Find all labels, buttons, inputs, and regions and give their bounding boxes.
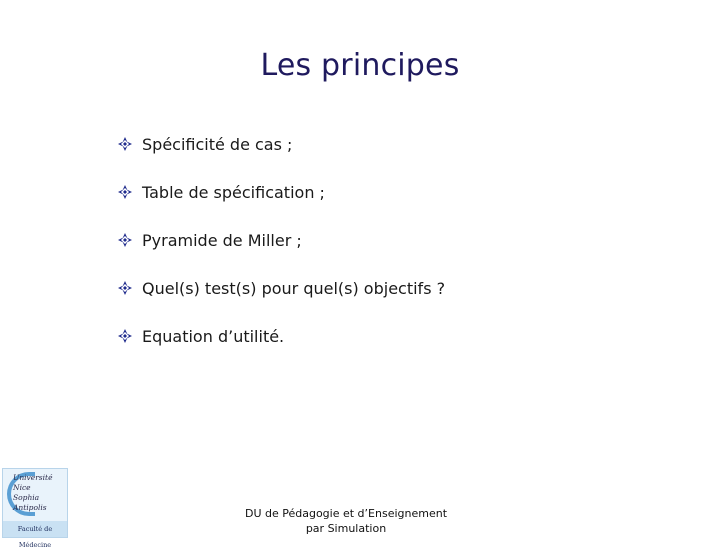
diamond-bullet-icon — [118, 281, 132, 295]
bullet-item — [118, 168, 445, 216]
footer-line: par Simulation — [305, 522, 387, 535]
bullet-text: Table de spécification ; — [142, 182, 325, 202]
diamond-bullet-icon — [118, 137, 132, 151]
bullet-list — [118, 120, 445, 360]
logo-line: Université — [13, 473, 53, 482]
bullet-item — [118, 264, 445, 312]
bullet-text: Equation d’utilité. — [142, 326, 285, 346]
bullet-text: Quel(s) test(s) pour quel(s) objectifs ? — [142, 278, 446, 298]
bullet-item — [118, 216, 445, 264]
diamond-bullet-icon — [118, 233, 132, 247]
bullet-item — [118, 120, 445, 168]
bullet-item — [118, 312, 445, 360]
logo-line: Sophia Antipolis — [13, 493, 47, 512]
logo-line: Nice — [13, 483, 31, 492]
logo-text — [13, 473, 69, 513]
bullet-text: Pyramide de Miller ; — [142, 230, 302, 250]
bullet-text: Spécificité de cas ; — [142, 134, 293, 154]
diamond-bullet-icon — [118, 185, 132, 199]
diamond-bullet-icon — [118, 329, 132, 343]
footer-line: DU de Pédagogie et d’Enseignement — [244, 507, 448, 520]
slide-footer — [230, 506, 462, 536]
university-logo — [2, 468, 68, 549]
slide-title: Les principes — [260, 48, 460, 83]
logo-footer: Faculté de Médecine — [3, 521, 67, 537]
